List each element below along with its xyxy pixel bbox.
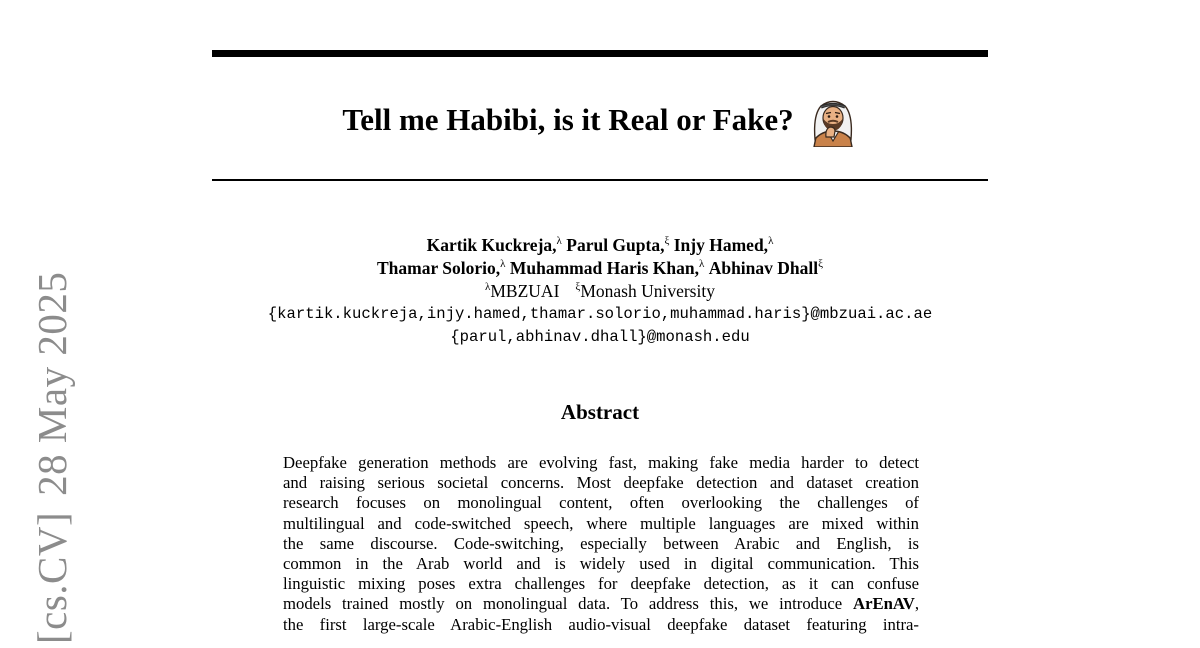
author-affiliation-mark: λ	[698, 258, 705, 270]
author-affiliation-mark: λ	[500, 258, 506, 270]
author-name: Kartik Kuckreja,	[426, 235, 557, 255]
title-block	[212, 93, 988, 147]
author-block	[212, 234, 988, 349]
author-affiliation-mark: ξ	[818, 258, 824, 270]
author-line-2	[212, 257, 988, 280]
affiliation-name: Monash University	[580, 281, 715, 301]
arxiv-watermark	[28, 272, 76, 644]
affiliation-mark: λ	[485, 281, 491, 293]
abstract-heading: Abstract	[560, 400, 640, 424]
paper-title: Tell me Habibi, is it Real or Fake?	[342, 102, 794, 137]
affiliation-mark: ξ	[575, 281, 581, 293]
dataset-name-punct: ,	[914, 594, 919, 614]
arxiv-category: [cs.CV]	[29, 511, 75, 644]
email-line: {kartik.kuckreja,injy.hamed,thamar.solorio,muhammad.haris}@mbzuai.ac.ae	[267, 305, 933, 323]
abstract-line-text: models trained mostly on monolingual data. To address this, we introduce	[283, 594, 843, 614]
abstract-line: common in the Arab world and is widely used in digital communication. This	[283, 553, 919, 573]
author-name: Parul Gupta,	[566, 235, 665, 255]
arxiv-date: 28 May 2025	[29, 271, 75, 496]
abstract-line	[283, 594, 919, 614]
abstract-line: Deepfake generation methods are evolving fast, making fake media harder to detect	[283, 453, 919, 472]
abstract-body	[283, 453, 919, 635]
email-line: {parul,abhinav.dhall}@monash.edu	[450, 328, 750, 346]
author-affiliation-mark: λ	[556, 235, 562, 247]
author-name: Muhammad Haris Khan,	[509, 258, 699, 278]
author-name: Injy Hamed,	[673, 235, 769, 255]
abstract-line: linguistic mixing poses extra challenges for deepfake detection, as it can confuse	[283, 574, 919, 594]
abstract-line: multilingual and code-switched speech, where multiple languages are mixed within	[283, 513, 919, 533]
abstract-line: the first large-scale Arabic-English audio-visual deepfake dataset featuring intra-	[283, 614, 919, 634]
abstract-line: and raising serious societal concerns. Most deepfake detection and dataset creation	[283, 473, 919, 493]
abstract-line: research focuses on monolingual content, often overlooking the challenges of	[283, 493, 919, 513]
author-name: Thamar Solorio,	[376, 258, 501, 278]
author-affiliation-mark: ξ	[664, 235, 670, 247]
arab-man-thinking-icon	[808, 93, 858, 147]
author-line-1	[212, 234, 988, 257]
dataset-name: ArEnAV	[853, 594, 915, 614]
affiliations-line	[212, 280, 988, 303]
title-bottom-rule	[212, 179, 988, 181]
affiliation-name: MBZUAI	[490, 281, 560, 301]
title-top-rule	[212, 50, 988, 57]
abstract-line: the same discourse. Code-switching, especially between Arabic and English, is	[283, 533, 919, 553]
author-name: Abhinav Dhall	[708, 258, 819, 278]
author-affiliation-mark: λ	[768, 235, 774, 247]
